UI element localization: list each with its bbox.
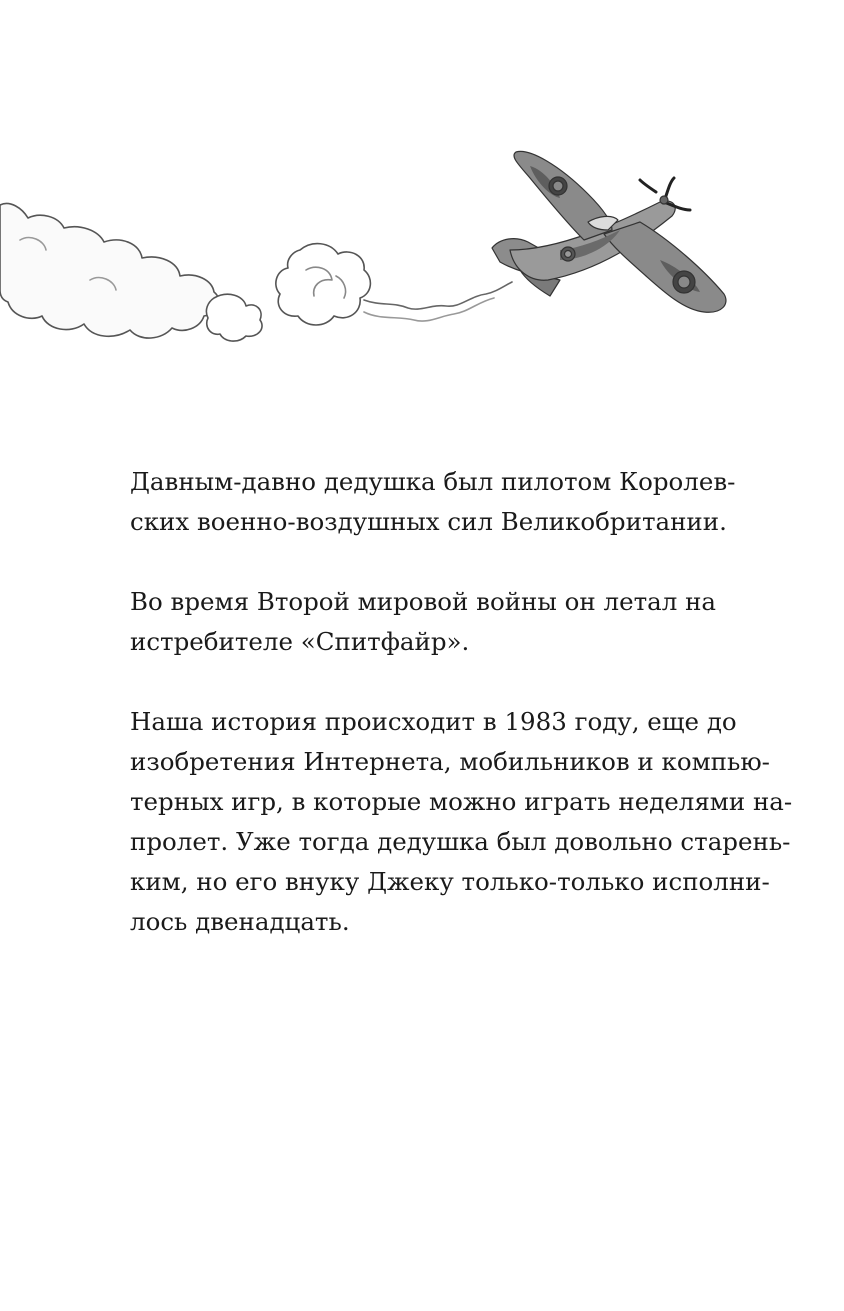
text-line: ских военно-воздушных сил Великобритании. — [130, 507, 727, 536]
paragraph-2 — [130, 582, 717, 662]
text-line: Давным-давно дедушка был пилотом Королев- — [130, 467, 736, 496]
text-line: пролет. Уже тогда дедушка был довольно старень- — [130, 827, 791, 856]
airplane-illustration — [0, 130, 844, 360]
text-line: изобретения Интернета, мобильников и компью- — [130, 747, 770, 776]
text-line: истребителе «Спитфайр». — [130, 627, 470, 656]
spitfire-plane-icon — [492, 151, 726, 312]
text-line: Наша история происходит в 1983 году, еще до — [130, 707, 737, 736]
text-line: ким, но его внуку Джеку только-только исполни- — [130, 867, 770, 896]
text-line: Во время Второй мировой войны он летал на — [130, 587, 717, 616]
body-text — [130, 462, 793, 942]
text-line: лось двенадцать. — [130, 907, 350, 936]
paragraph-3 — [130, 702, 793, 942]
paragraph-1 — [130, 462, 736, 542]
smoke-cloud-icon — [0, 203, 512, 341]
text-line: терных игр, в которые можно играть неделями на- — [130, 787, 793, 816]
